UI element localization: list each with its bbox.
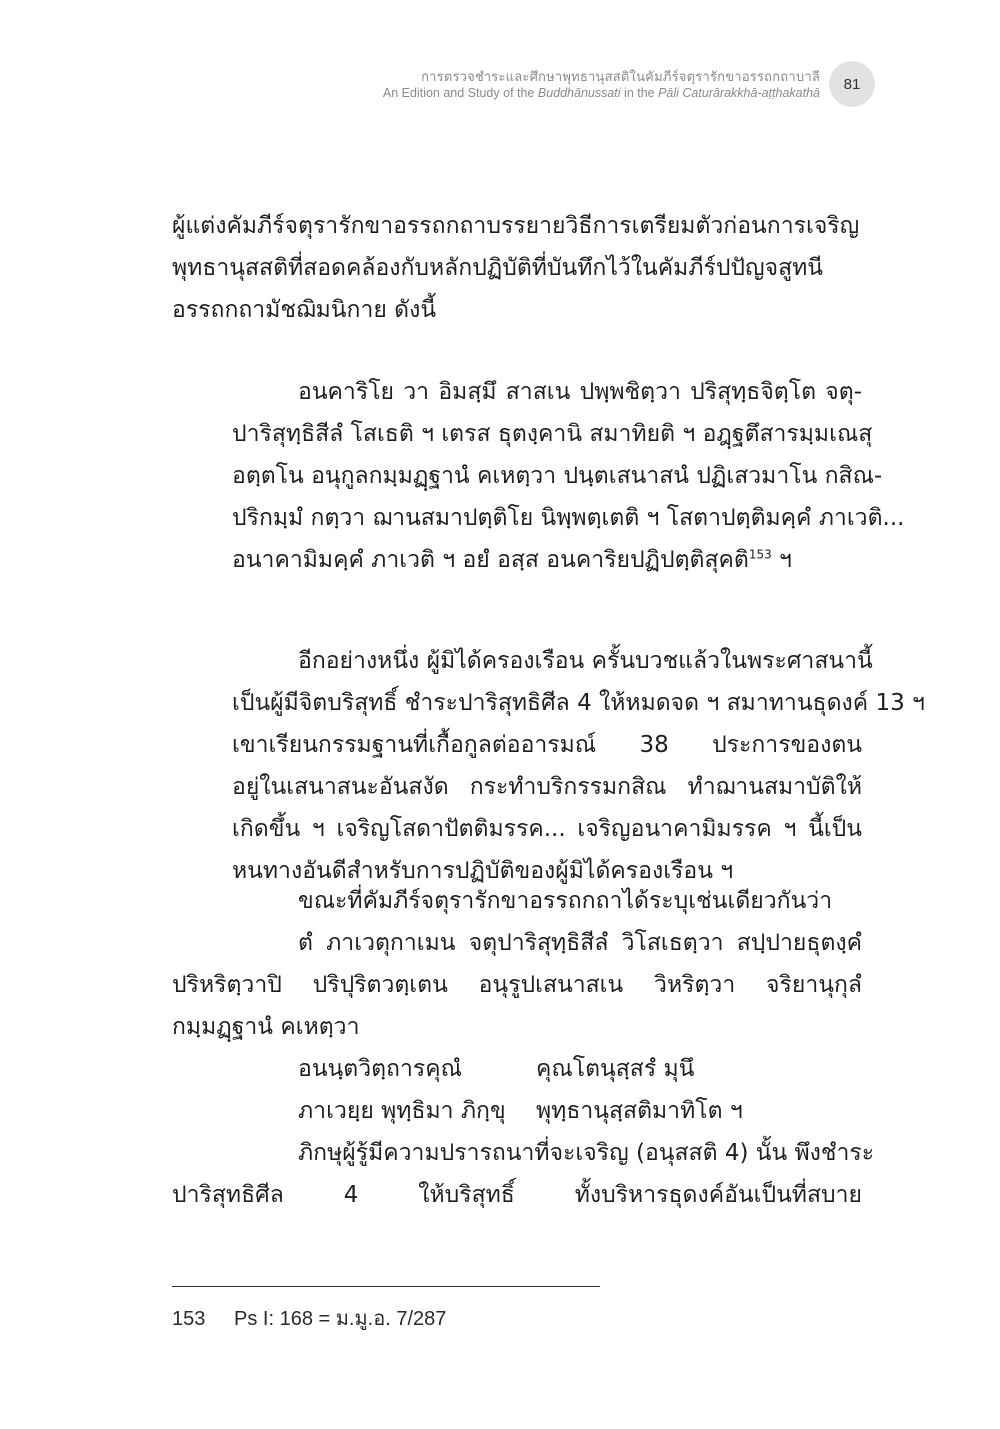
translation-line: อีกอย่างหนึ่ง ผู้มิได้ครองเรือน ครั้นบวชแล้วในพระศาสนานี้	[298, 648, 873, 674]
translation-line: ปาริสุทธิศีล 4 ให้บริสุทธิ์ ทั้งบริหารธุดงค์อันเป็นที่สบาย	[172, 1182, 862, 1208]
pali-line: อนคาริโย วา อิมสฺมึ สาสเน ปพฺพชิตฺวา ปริสุทฺธจิตฺโต จตุ-	[298, 379, 862, 405]
running-header	[383, 70, 820, 102]
verse-first-half: อนนฺตวิตฺถารคุณํ	[298, 1056, 462, 1082]
translation-line: อยู่ในเสนาสนะอันสงัด กระทำบริกรรมกสิณ ทำฌานสมาบัติให้	[232, 774, 862, 800]
footnote	[172, 1302, 446, 1334]
page-number: 81	[829, 61, 875, 107]
verse-first-half: ภาเวยฺย พุทฺธิมา ภิกฺขุ	[298, 1098, 506, 1124]
running-header-thai: การตรวจชำระและศึกษาพุทธานุสสติในคัมภีร์จตุรารักขาอรรถกถาบาลี	[421, 70, 820, 85]
verse-line	[172, 1048, 862, 1090]
translation-line: เป็นผู้มีจิตบริสุทธิ์ ชำระปาริสุทธิศีล 4 ให้หมดจด ฯ สมาทานธุดงค์ 13 ฯ	[232, 690, 925, 716]
intro-line: อรรถกถามัชฌิมนิกาย ดังนี้	[172, 297, 437, 323]
translation-line: เกิดขึ้น ฯ เจริญโสดาปัตติมรรค... เจริญอนาคามิมรรค ฯ นี้เป็น	[232, 816, 862, 842]
pali-line-last: อนาคามิมคฺคํ ภาเวติ ฯ อยํ อสฺส อนคาริยปฏิปตฺติสุคติ$^{153}$ ฯ	[232, 547, 792, 573]
translation-line: เขาเรียนกรรมฐานที่เกื้อกูลต่ออารมณ์ 38 ประการของตน	[232, 732, 862, 758]
catur-quotation-section	[172, 880, 875, 1216]
pali-line: กมฺมฏฺฐานํ คเหตฺวา	[172, 1014, 360, 1040]
translation-line: หนทางอันดีสำหรับการปฏิบัติของผู้มิได้ครองเรือน ฯ	[232, 858, 734, 884]
intro-line: ผู้แต่งคัมภีร์จตุรารักขาอรรถกถาบรรยายวิธีการเตรียมตัวก่อนการเจริญ	[172, 213, 860, 239]
running-header-english: An Edition and Study of the Buddhānussati in the Pāli Caturārakkhā-aṭṭhakathā	[382, 86, 820, 101]
verse-second-half: คุณโตนุสฺสรํ มุนึ	[536, 1056, 695, 1082]
pali-line: ปริกมฺมํ กตฺวา ฌานสมาปตฺติโย นิพฺพตฺเตติ ฯ โสตาปตฺติมคฺคํ ภาเวติ...	[232, 505, 905, 531]
verse-second-half: พุทฺธานุสฺสติมาทิโต ฯ	[536, 1098, 743, 1124]
section-lead: ขณะที่คัมภีร์จตุรารักขาอรรถกถาได้ระบุเช่นเดียวกันว่า	[298, 888, 833, 914]
translation-paragraph	[172, 640, 925, 892]
pali-line: อตฺตโน อนุกูลกมฺมฏฺฐานํ คเหตฺวา ปนฺตเสนาสนํ ปฏิเสวมาโน กสิณ-	[232, 463, 883, 489]
footnote-text: Ps I: 168 = ม.มู.อ. 7/287	[234, 1308, 447, 1330]
pali-quotation	[172, 371, 905, 581]
pali-line: ปริหริตฺวาปิ ปริปุริตวตฺเตน อนุรูปเสนาสเน วิหริตฺวา จริยานุกุลํ	[172, 972, 862, 998]
translation-line: ภิกษุผู้รู้มีความปรารถนาที่จะเจริญ (อนุสสติ 4) นั้น พึงชำระ	[298, 1140, 875, 1166]
pali-line: ปาริสุทฺธิสีลํ โสเธติ ฯ เตรส ธุตงฺคานิ สมาทิยติ ฯ อฎฺฐตึสารมฺมเณสุ	[232, 421, 873, 447]
pali-line: ตํ ภาเวตุกาเมน จตุปาริสุทฺธิสีลํ วิโสเธตฺวา สปฺปายธุตงฺคํ	[298, 930, 862, 956]
intro-paragraph	[172, 205, 862, 331]
footnote-divider	[172, 1286, 600, 1287]
intro-line: พุทธานุสสติที่สอดคล้องกับหลักปฏิบัติที่บันทึกไว้ในคัมภีร์ปปัญจสูทนี	[172, 255, 824, 281]
footnote-number: 153	[172, 1308, 206, 1330]
verse-line	[172, 1090, 862, 1132]
footnote-reference[interactable]: 153	[748, 547, 772, 562]
